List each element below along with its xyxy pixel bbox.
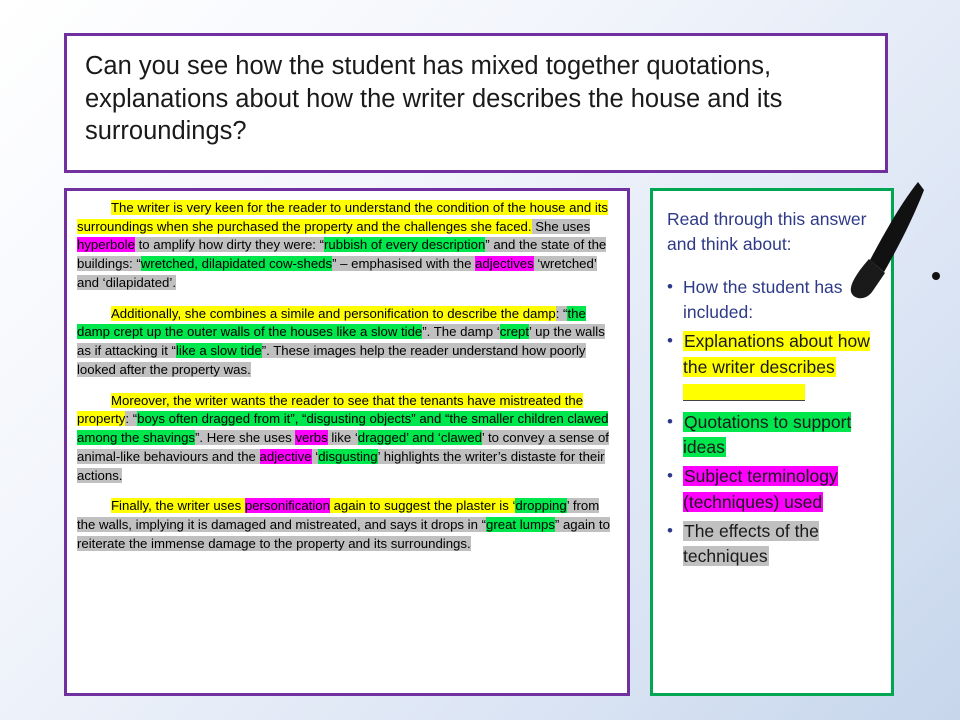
text-run: : “ <box>125 411 138 427</box>
text-run: Finally, the writer uses <box>111 498 245 514</box>
text-run: verbs <box>295 430 328 446</box>
text-run: The writer is very keen for the reader to understand the condition of the house and its surroundings when she purchased the property and the challenges she faced. <box>77 200 609 234</box>
text-run: ”. These images help the reader understand how poorly looked after the property was. <box>77 343 586 377</box>
text-run: dragged’ and ‘clawed <box>357 430 482 446</box>
checklist-item <box>667 464 879 515</box>
text-run: dropping <box>515 498 567 514</box>
checklist-item <box>667 519 879 570</box>
checklist-item <box>667 410 879 461</box>
checklist-item <box>667 329 879 405</box>
text-run: hyperbole <box>77 237 135 253</box>
blank-answer-line <box>683 384 805 401</box>
text-run: crept <box>499 324 530 340</box>
text-run: disgusting <box>318 448 378 464</box>
text-run: How the student has included: <box>683 276 843 323</box>
checklist-item-list <box>667 275 879 570</box>
student-answer-box <box>64 188 630 696</box>
title-box <box>64 33 888 173</box>
text-run: Quotations to support ideas <box>683 411 852 457</box>
text-run: adjective <box>259 448 312 464</box>
text-run: again to suggest the plaster is ‘ <box>329 498 516 514</box>
text-run: Explanations about how the writer describes <box>683 331 870 377</box>
text-run: She uses <box>531 218 591 234</box>
checklist-box <box>650 188 894 696</box>
answer-paragraph <box>77 497 617 553</box>
text-run: rubbish of every description <box>324 237 486 253</box>
answer-paragraph <box>77 392 617 486</box>
text-run: to amplify how dirty they were: “ <box>134 237 325 253</box>
answer-paragraph <box>77 305 617 380</box>
text-run: ’ up the walls as if attacking it “ <box>77 324 605 359</box>
text-run: ’ to convey a sense of animal-like behaviours and the <box>77 430 609 464</box>
text-run: Additionally, she combines a simile and personification to describe the damp <box>111 305 556 321</box>
text-run: personification <box>244 498 330 514</box>
text-run: ” and the state of the buildings: “ <box>77 237 607 272</box>
text-run: ’ highlights the writer’s distaste for their actions. <box>77 448 605 483</box>
text-run: ’ from the walls, implying it is damaged and mistreated, and says it drops in “ <box>77 498 600 533</box>
text-run: Subject terminology (techniques) used <box>683 466 838 512</box>
page-title: Can you see how the student has mixed together quotations, explanations about how the writer describes the house and its surroundings? <box>85 52 783 146</box>
text-run: ”. Here she uses <box>195 430 296 446</box>
text-run: wretched, dilapidated cow-sheds <box>140 256 333 272</box>
answer-paragraph-list <box>77 199 617 553</box>
text-run: ‘ <box>311 448 319 464</box>
text-run: Moreover, the writer wants the reader to see that the tenants have mistreated the property <box>77 392 584 427</box>
text-run: : “ <box>555 305 568 321</box>
text-run: ‘wretched’ and ‘dilapidated’. <box>77 256 597 290</box>
text-run: boys often dragged from it”, “disgusting objects” and “the smaller children clawed among the shavings <box>77 411 609 446</box>
checklist-item <box>667 275 879 326</box>
checklist-heading: Read through this answer and think about: <box>667 209 867 254</box>
text-run: The effects of the techniques <box>683 521 819 567</box>
text-run: ”. The damp ‘ <box>422 324 500 340</box>
text-run: great lumps <box>486 517 555 533</box>
text-run: adjectives <box>475 256 534 272</box>
text-run: the damp crept up the outer walls of the houses like a slow tide <box>77 305 586 340</box>
text-run: like a slow tide <box>175 343 262 359</box>
text-run: like ‘ <box>327 430 358 446</box>
text-run: ” – emphasised with the <box>332 256 476 272</box>
answer-paragraph <box>77 199 617 293</box>
text-run: ” again to reiterate the immense damage to the property and its surroundings. <box>77 517 610 551</box>
